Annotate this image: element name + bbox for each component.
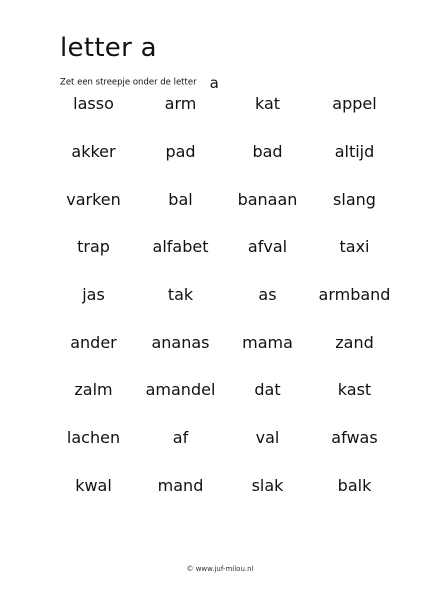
word-item: arm	[164, 94, 197, 114]
word-item: kwal	[75, 475, 112, 495]
word-item: tak	[167, 285, 194, 305]
word-item: af	[172, 428, 189, 448]
word-item: varken	[66, 189, 121, 209]
footer-copyright: © www.juf-milou.nl	[186, 565, 254, 573]
word-item: taxi	[339, 237, 370, 257]
word-item: as	[258, 285, 277, 305]
word-item: armband	[318, 285, 391, 305]
word-item: dat	[254, 380, 281, 400]
word-item: balk	[337, 475, 372, 495]
word-item: val	[255, 428, 280, 448]
word-item: kat	[254, 94, 281, 114]
word-item: slak	[251, 475, 284, 495]
word-item: akker	[71, 142, 116, 162]
word-item: bal	[168, 189, 193, 209]
word-item: slang	[333, 189, 376, 209]
word-item: amandel	[145, 380, 216, 400]
page-title: letter a	[60, 33, 157, 63]
word-item: altijd	[334, 142, 375, 162]
word-item: bad	[252, 142, 283, 162]
word-item: kast	[337, 380, 372, 400]
word-item: trap	[77, 237, 110, 257]
word-item: lachen	[66, 428, 121, 448]
word-item: mama	[242, 332, 293, 352]
word-item: appel	[332, 94, 377, 114]
word-item: banaan	[237, 189, 298, 209]
word-grid	[50, 77, 400, 510]
word-item: alfabet	[152, 237, 209, 257]
instruction-text: Zet een streepje onder de letter	[60, 77, 197, 88]
target-letter: a	[209, 73, 219, 92]
word-item: jas	[82, 285, 105, 305]
word-item: ander	[70, 332, 117, 352]
word-item: mand	[157, 475, 204, 495]
word-item: pad	[165, 142, 196, 162]
word-item: ananas	[151, 332, 210, 352]
word-item: lasso	[73, 94, 114, 114]
word-item: afwas	[331, 428, 378, 448]
word-item: zand	[335, 332, 374, 352]
word-item: afval	[247, 237, 288, 257]
word-item: zalm	[74, 380, 113, 400]
